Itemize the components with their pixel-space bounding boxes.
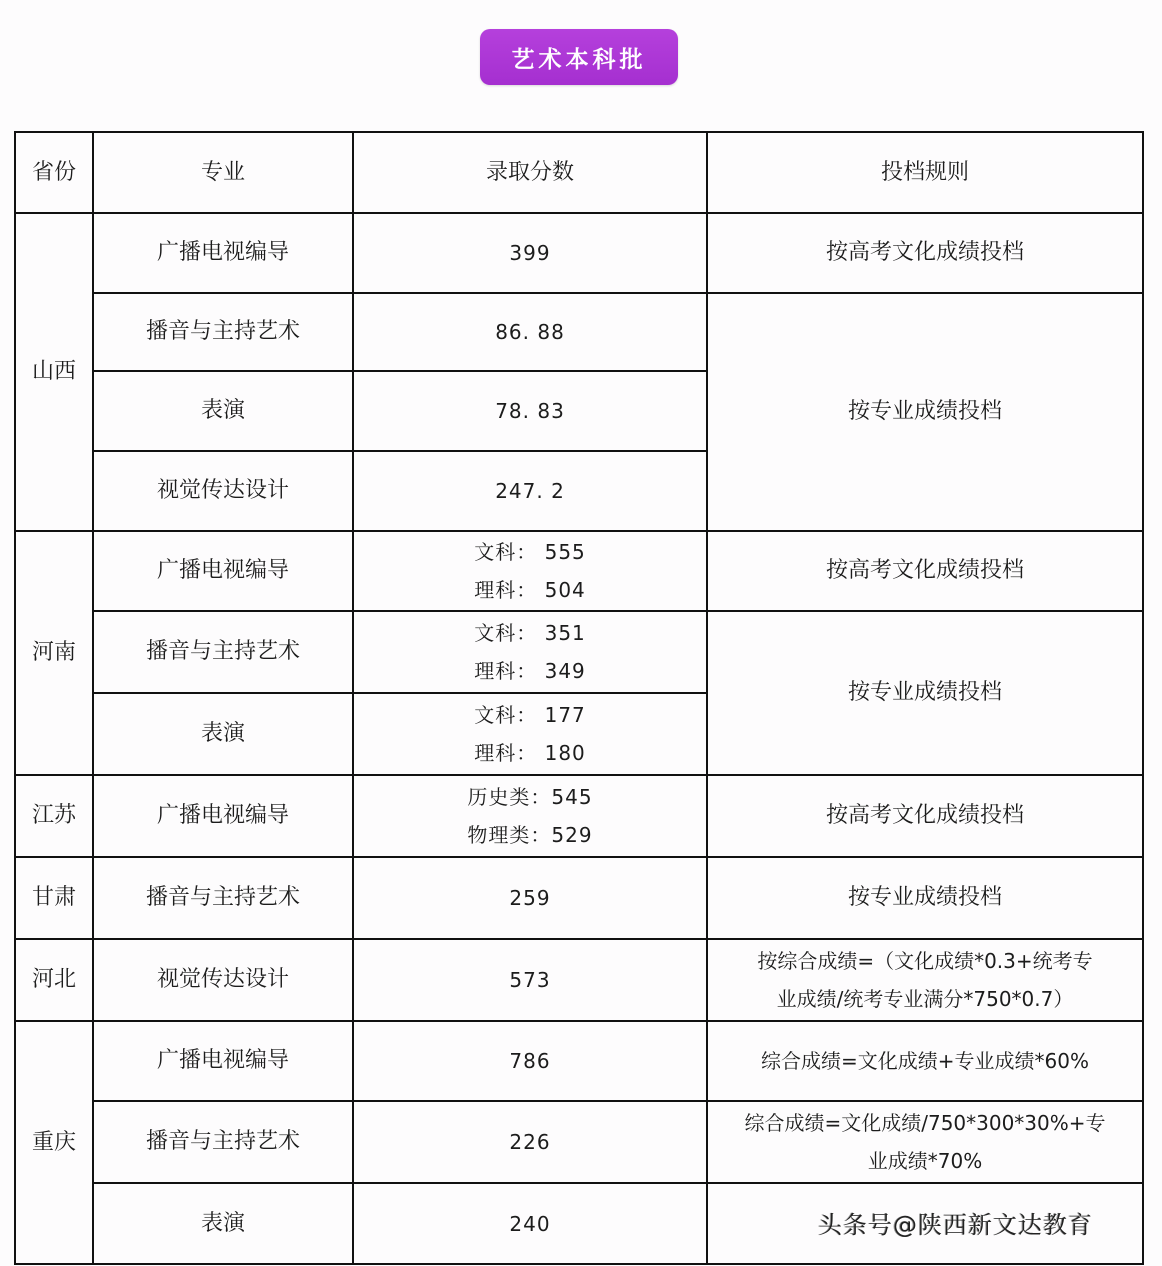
rule-line: 综合成绩=文化成绩/750*300*30%+专 [744,1111,1106,1135]
score-value: 240 [509,1211,551,1236]
score-value: 573 [509,968,551,992]
rule-cell: 按专业成绩投档 [847,885,1002,910]
score-value: 文科： 351 [474,621,586,645]
rule-cell [708,940,1142,1020]
score-cell [354,1184,706,1263]
rule-line: 业成绩*70% [867,1149,983,1173]
score-value: 物理类：529 [467,823,593,847]
score-cell [354,214,706,292]
rule-cell [708,1102,1142,1182]
major-cell: 播音与主持艺术 [145,639,300,664]
rule-cell: 按专业成绩投档 [847,399,1002,424]
score-value: 理科： 504 [474,578,586,602]
score-cell [354,294,706,370]
score-cell [354,612,706,692]
major-cell: 广播电视编导 [156,558,289,583]
major-cell: 表演 [200,721,245,746]
major-cell: 广播电视编导 [156,1048,289,1073]
score-cell [354,694,706,774]
score-value: 文科： 555 [474,540,586,564]
score-value: 78. 83 [495,399,565,423]
province-cell: 河南 [31,640,76,665]
rule-cell: 按高考文化成绩投档 [825,803,1024,828]
header-province: 省份 [31,159,76,185]
watermark: 头条号@陕西新文达教育 [818,1211,1093,1239]
header-rule: 投档规则 [880,159,969,185]
score-value: 786 [509,1049,551,1073]
major-cell: 广播电视编导 [156,240,289,265]
province-cell: 江苏 [31,803,76,828]
header-major: 专业 [200,159,245,185]
major-cell: 播音与主持艺术 [145,1129,300,1154]
score-value: 226 [509,1130,551,1154]
rule-cell: 按高考文化成绩投档 [825,558,1024,583]
score-value: 理科： 180 [474,741,586,765]
major-cell: 广播电视编导 [156,803,289,828]
major-cell: 播音与主持艺术 [145,319,300,344]
province-cell: 河北 [31,967,76,992]
score-cell [354,858,706,938]
score-value: 259 [509,886,551,910]
score-value: 247. 2 [495,479,565,503]
score-cell [354,776,706,856]
rule-line: 业成绩/统考专业满分*750*0.7） [776,987,1074,1011]
province-cell: 山西 [31,359,76,384]
score-value: 理科： 349 [474,659,586,683]
score-cell [354,372,706,450]
major-cell: 播音与主持艺术 [145,885,300,910]
score-cell [354,1022,706,1100]
major-cell: 表演 [200,1210,245,1236]
rule-line: 按综合成绩=（文化成绩*0.3+统考专 [757,949,1093,973]
major-cell: 表演 [200,398,245,423]
section-title-badge: 艺术本科批 [480,29,678,85]
province-cell: 甘肃 [31,885,76,910]
score-value: 86. 88 [495,320,565,344]
header-score: 录取分数 [485,159,574,185]
score-cell [354,940,706,1020]
score-value: 历史类：545 [467,785,593,809]
score-cell [354,1102,706,1182]
province-cell: 重庆 [31,1129,76,1155]
score-cell [354,452,706,530]
rule-cell: 综合成绩=文化成绩+专业成绩*60% [761,1049,1089,1073]
major-cell: 视觉传达设计 [156,967,289,992]
major-cell: 视觉传达设计 [156,478,289,503]
score-cell [354,532,706,610]
score-value: 399 [509,241,551,265]
score-value: 文科： 177 [474,703,586,727]
rule-cell: 按专业成绩投档 [847,680,1002,705]
rule-cell: 按高考文化成绩投档 [825,240,1024,265]
